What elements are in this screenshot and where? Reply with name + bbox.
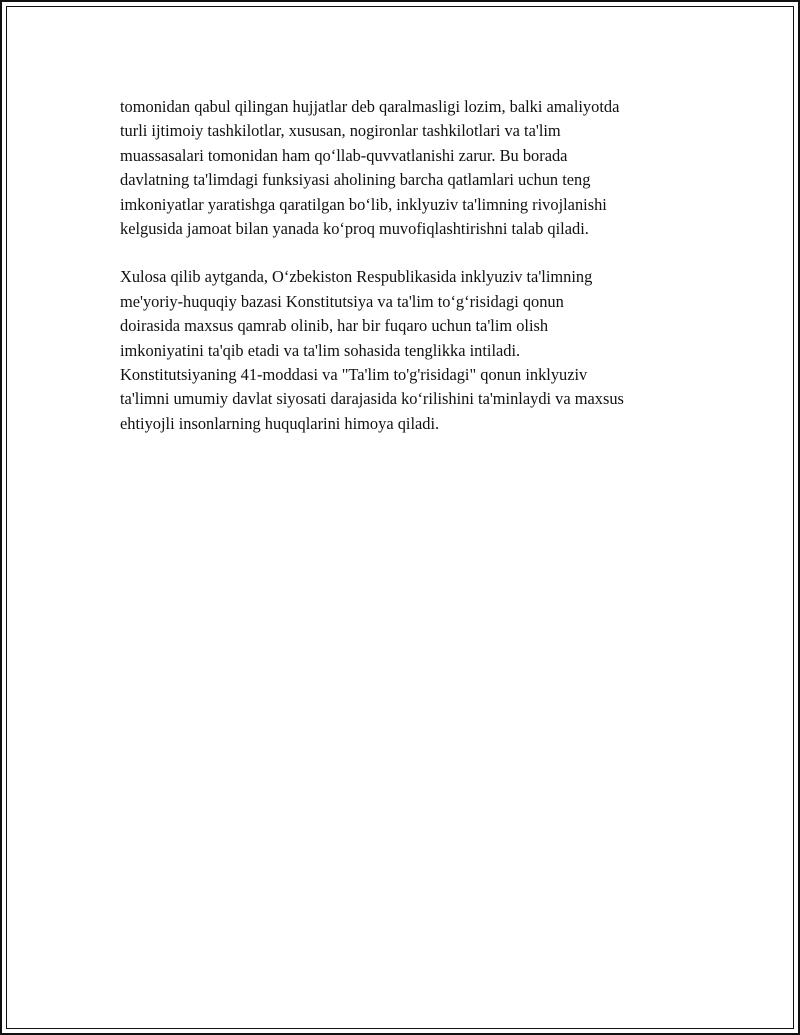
paragraph-line: turli ijtimoiy tashkilotlar, xususan, nogironlar tashkilotlari va ta'lim [120, 121, 561, 141]
paragraph-1 [120, 95, 700, 241]
paragraph-line: davlatning ta'limdagi funksiyasi aholining barcha qatlamlari uchun teng [120, 170, 591, 190]
paragraph-2 [120, 265, 700, 436]
paragraph-line: Konstitutsiyaning 41-moddasi va "Ta'lim to'g'risidagi" qonun inklyuziv [120, 365, 588, 385]
paragraph-line: tomonidan qabul qilingan hujjatlar deb qaralmasligi lozim, balki amaliyotda [120, 97, 620, 116]
paragraph-line: Xulosa qilib aytganda, O‘zbekiston Respublikasida inklyuziv ta'limning [120, 267, 593, 287]
paragraph-line: kelgusida jamoat bilan yanada ko‘proq muvofiqlashtirishni talab qiladi. [120, 219, 589, 239]
paragraph-line: imkoniyatlar yaratishga qaratilgan bo‘lib, inklyuziv ta'limning rivojlanishi [120, 194, 607, 214]
document-body [120, 95, 700, 436]
paragraph-line: ehtiyojli insonlarning huquqlarini himoya qiladi. [120, 413, 440, 433]
paragraph-line: doirasida maxsus qamrab olinib, har bir fuqaro uchun ta'lim olish [120, 316, 549, 336]
paragraph-line: ta'limni umumiy davlat siyosati darajasida ko‘rilishini ta'minlaydi va maxsus [120, 389, 624, 409]
paragraph-line: me'yoriy-huquqiy bazasi Konstitutsiya va ta'lim to‘g‘risidagi qonun [120, 291, 564, 311]
paragraph-line: muassasalari tomonidan ham qo‘llab-quvvatlanishi zarur. Bu borada [120, 145, 568, 165]
paragraph-line: imkoniyatini ta'qib etadi va ta'lim sohasida tenglikka intiladi. [120, 340, 521, 360]
